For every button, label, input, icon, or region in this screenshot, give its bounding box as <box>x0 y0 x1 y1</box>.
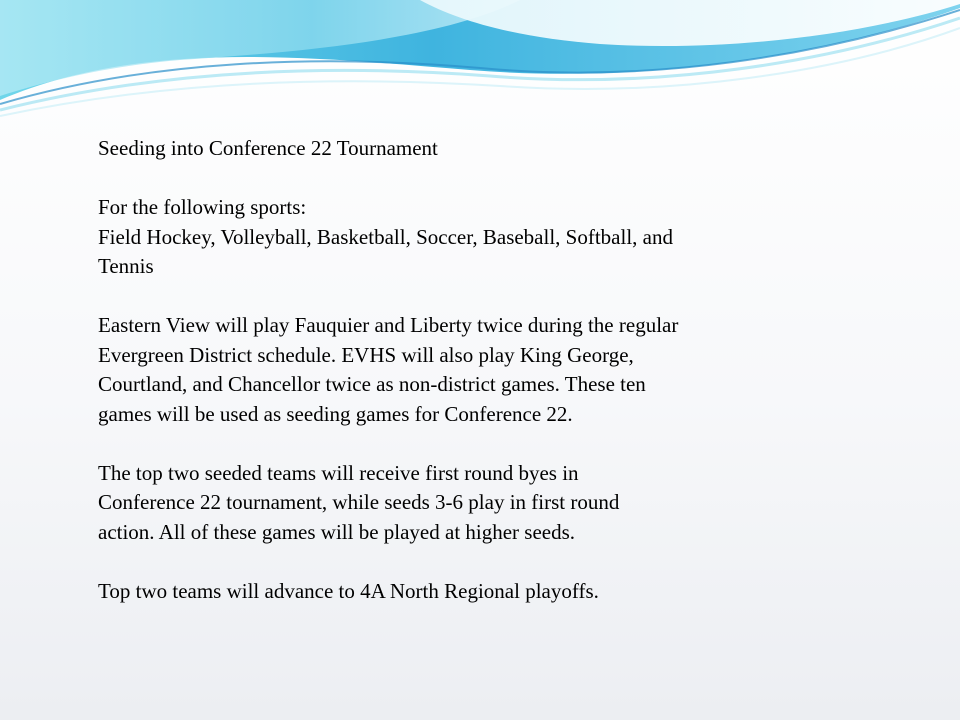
regional-paragraph <box>98 577 818 607</box>
byes-paragraph <box>98 459 818 548</box>
schedule-line-2: Evergreen District schedule. EVHS will also play King George, <box>98 342 634 367</box>
byes-line-2: Conference 22 tournament, while seeds 3-6 play in first round <box>98 490 620 514</box>
byes-line-1: The top two seeded teams will receive first round byes in <box>98 460 579 485</box>
decorative-wave-header <box>0 0 960 130</box>
sports-intro: For the following sports: <box>98 195 307 219</box>
schedule-paragraph <box>98 311 818 429</box>
sports-list-line-2: Tennis <box>98 254 154 278</box>
sports-paragraph <box>98 193 818 282</box>
byes-line-3: action. All of these games will be played at higher seeds. <box>98 519 576 544</box>
slide-body <box>98 134 818 606</box>
schedule-line-4: games will be used as seeding games for Conference 22. <box>98 401 573 426</box>
schedule-line-3: Courtland, and Chancellor twice as non-district games. These ten <box>98 372 646 396</box>
slide-title: Seeding into Conference 22 Tournament <box>98 136 438 160</box>
slide-title-paragraph <box>98 134 818 164</box>
sports-list-line-1: Field Hockey, Volleyball, Basketball, Soccer, Baseball, Softball, and <box>98 224 673 249</box>
regional-line-1: Top two teams will advance to 4A North Regional playoffs. <box>98 578 599 603</box>
schedule-line-1: Eastern View will play Fauquier and Liberty twice during the regular <box>98 313 679 337</box>
